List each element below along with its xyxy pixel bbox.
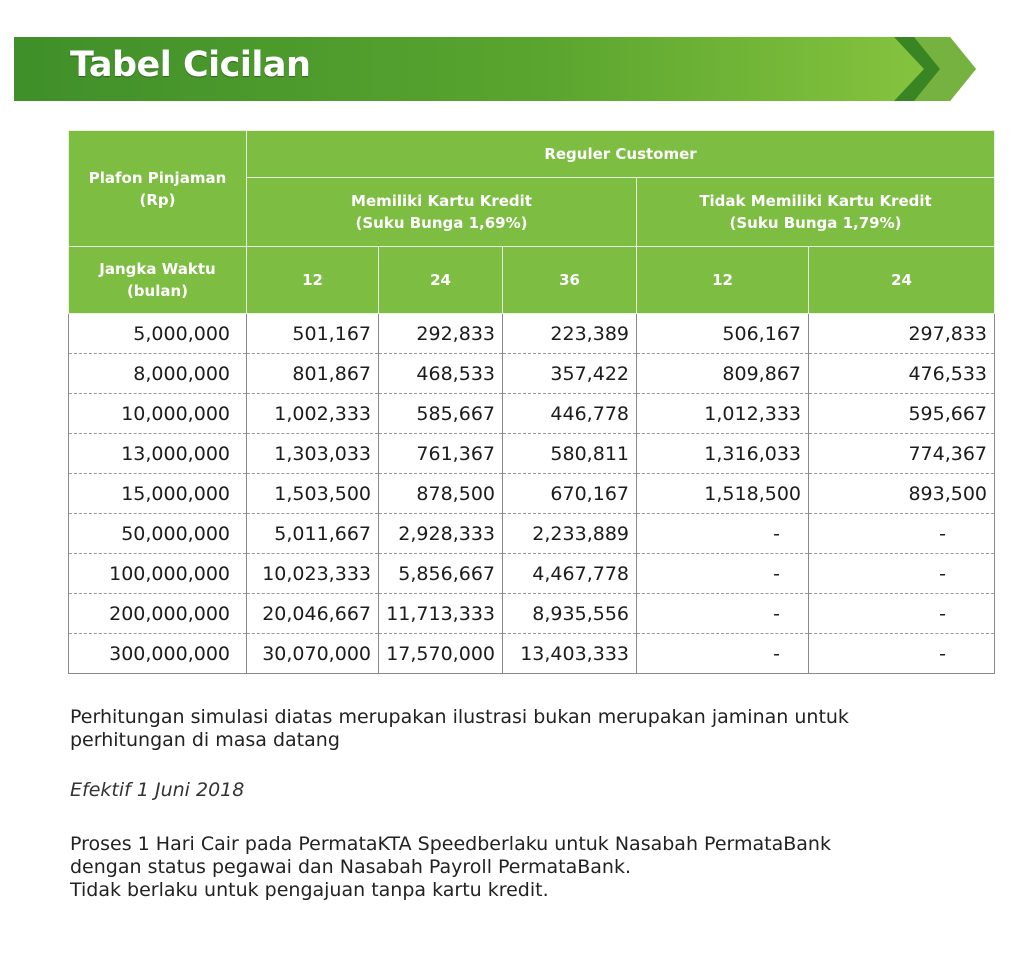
- header-group-kk-label: Memiliki Kartu Kredit: [351, 192, 532, 210]
- cell-no-kk-12: -: [637, 634, 809, 674]
- header-tenor-12-no-kk: 12: [637, 247, 809, 314]
- cell-kk-12: 5,011,667: [247, 514, 379, 554]
- table-row: [69, 554, 995, 594]
- installment-table: [68, 130, 995, 674]
- table-row: [69, 354, 995, 394]
- cell-kk-24: 17,570,000: [379, 634, 503, 674]
- cell-kk-12: 30,070,000: [247, 634, 379, 674]
- table-row: [69, 394, 995, 434]
- cell-kk-36: 670,167: [503, 474, 637, 514]
- table-row: [69, 634, 995, 674]
- cell-kk-12: 801,867: [247, 354, 379, 394]
- cell-kk-24: 761,367: [379, 434, 503, 474]
- cell-plafon: 13,000,000: [69, 434, 247, 474]
- header-plafon-unit: (Rp): [139, 190, 176, 209]
- cell-kk-36: 8,935,556: [503, 594, 637, 634]
- header-tenor-36-kk: 36: [503, 247, 637, 314]
- cell-no-kk-24: 893,500: [809, 474, 995, 514]
- cell-no-kk-24: -: [809, 634, 995, 674]
- cell-kk-36: 2,233,889: [503, 514, 637, 554]
- cell-kk-24: 5,856,667: [379, 554, 503, 594]
- cell-kk-12: 20,046,667: [247, 594, 379, 634]
- process-line: Proses 1 Hari Cair pada PermataKTA Speedberlaku untuk Nasabah PermataBank: [70, 833, 831, 855]
- effective-date: [70, 779, 970, 802]
- header-tenor-label: Jangka Waktu: [99, 260, 216, 278]
- cell-kk-12: 501,167: [247, 314, 379, 354]
- header-group-no-kk-rate: (Suku Bunga 1,79%): [729, 214, 902, 232]
- effective-date-text: Efektif 1 Juni 2018: [70, 779, 245, 801]
- cell-kk-36: 4,467,778: [503, 554, 637, 594]
- header-tenor-24-kk: 24: [379, 247, 503, 314]
- cell-no-kk-12: 506,167: [637, 314, 809, 354]
- header-customer-group: Reguler Customer: [247, 131, 995, 178]
- header-group-tanpa-kartu-kredit: [637, 178, 995, 247]
- cell-kk-12: 10,023,333: [247, 554, 379, 594]
- process-line: dengan status pegawai dan Nasabah Payroll PermataBank.: [70, 856, 631, 878]
- header-tenor: [69, 247, 247, 314]
- cell-kk-12: 1,303,033: [247, 434, 379, 474]
- cell-kk-36: 223,389: [503, 314, 637, 354]
- cell-kk-12: 1,503,500: [247, 474, 379, 514]
- header-plafon: [69, 131, 247, 247]
- cell-no-kk-12: 1,012,333: [637, 394, 809, 434]
- cell-no-kk-24: -: [809, 554, 995, 594]
- page-title: Tabel Cicilan: [70, 45, 311, 85]
- table-row: [69, 434, 995, 474]
- cell-kk-36: 13,403,333: [503, 634, 637, 674]
- cell-no-kk-12: -: [637, 594, 809, 634]
- table-row: [69, 514, 995, 554]
- cell-plafon: 100,000,000: [69, 554, 247, 594]
- header-group-no-kk-label: Tidak Memiliki Kartu Kredit: [699, 192, 932, 210]
- cell-no-kk-24: 595,667: [809, 394, 995, 434]
- cell-kk-36: 446,778: [503, 394, 637, 434]
- table-row: [69, 594, 995, 634]
- cell-plafon: 5,000,000: [69, 314, 247, 354]
- cell-no-kk-24: 476,533: [809, 354, 995, 394]
- cell-no-kk-24: -: [809, 594, 995, 634]
- cell-no-kk-12: 809,867: [637, 354, 809, 394]
- cell-kk-24: 11,713,333: [379, 594, 503, 634]
- header-plafon-label: Plafon Pinjaman: [88, 168, 227, 187]
- cell-kk-24: 292,833: [379, 314, 503, 354]
- process-note: [70, 833, 970, 902]
- header-group-kartu-kredit: [247, 178, 637, 247]
- cell-plafon: 15,000,000: [69, 474, 247, 514]
- cell-kk-24: 468,533: [379, 354, 503, 394]
- cell-kk-36: 580,811: [503, 434, 637, 474]
- disclaimer-note: [70, 706, 970, 752]
- cell-no-kk-12: 1,518,500: [637, 474, 809, 514]
- cell-kk-24: 2,928,333: [379, 514, 503, 554]
- cell-no-kk-24: 297,833: [809, 314, 995, 354]
- table-row: [69, 474, 995, 514]
- cell-plafon: 200,000,000: [69, 594, 247, 634]
- header-tenor-unit: (bulan): [126, 282, 189, 300]
- cell-kk-36: 357,422: [503, 354, 637, 394]
- table-row: [69, 314, 995, 354]
- disclaimer-line: Perhitungan simulasi diatas merupakan ilustrasi bukan merupakan jaminan untuk: [70, 706, 849, 728]
- cell-no-kk-12: 1,316,033: [637, 434, 809, 474]
- header-tenor-12-kk: 12: [247, 247, 379, 314]
- cell-kk-24: 585,667: [379, 394, 503, 434]
- cell-no-kk-24: 774,367: [809, 434, 995, 474]
- cell-no-kk-12: -: [637, 514, 809, 554]
- cell-plafon: 10,000,000: [69, 394, 247, 434]
- cell-plafon: 300,000,000: [69, 634, 247, 674]
- cell-no-kk-24: -: [809, 514, 995, 554]
- header-tenor-24-no-kk: 24: [809, 247, 995, 314]
- cell-no-kk-12: -: [637, 554, 809, 594]
- cell-kk-12: 1,002,333: [247, 394, 379, 434]
- cell-kk-24: 878,500: [379, 474, 503, 514]
- cell-plafon: 8,000,000: [69, 354, 247, 394]
- process-line: Tidak berlaku untuk pengajuan tanpa kartu kredit.: [70, 879, 549, 901]
- header-group-kk-rate: (Suku Bunga 1,69%): [355, 214, 528, 232]
- disclaimer-line: perhitungan di masa datang: [70, 729, 340, 751]
- title-banner: [14, 37, 976, 101]
- cell-plafon: 50,000,000: [69, 514, 247, 554]
